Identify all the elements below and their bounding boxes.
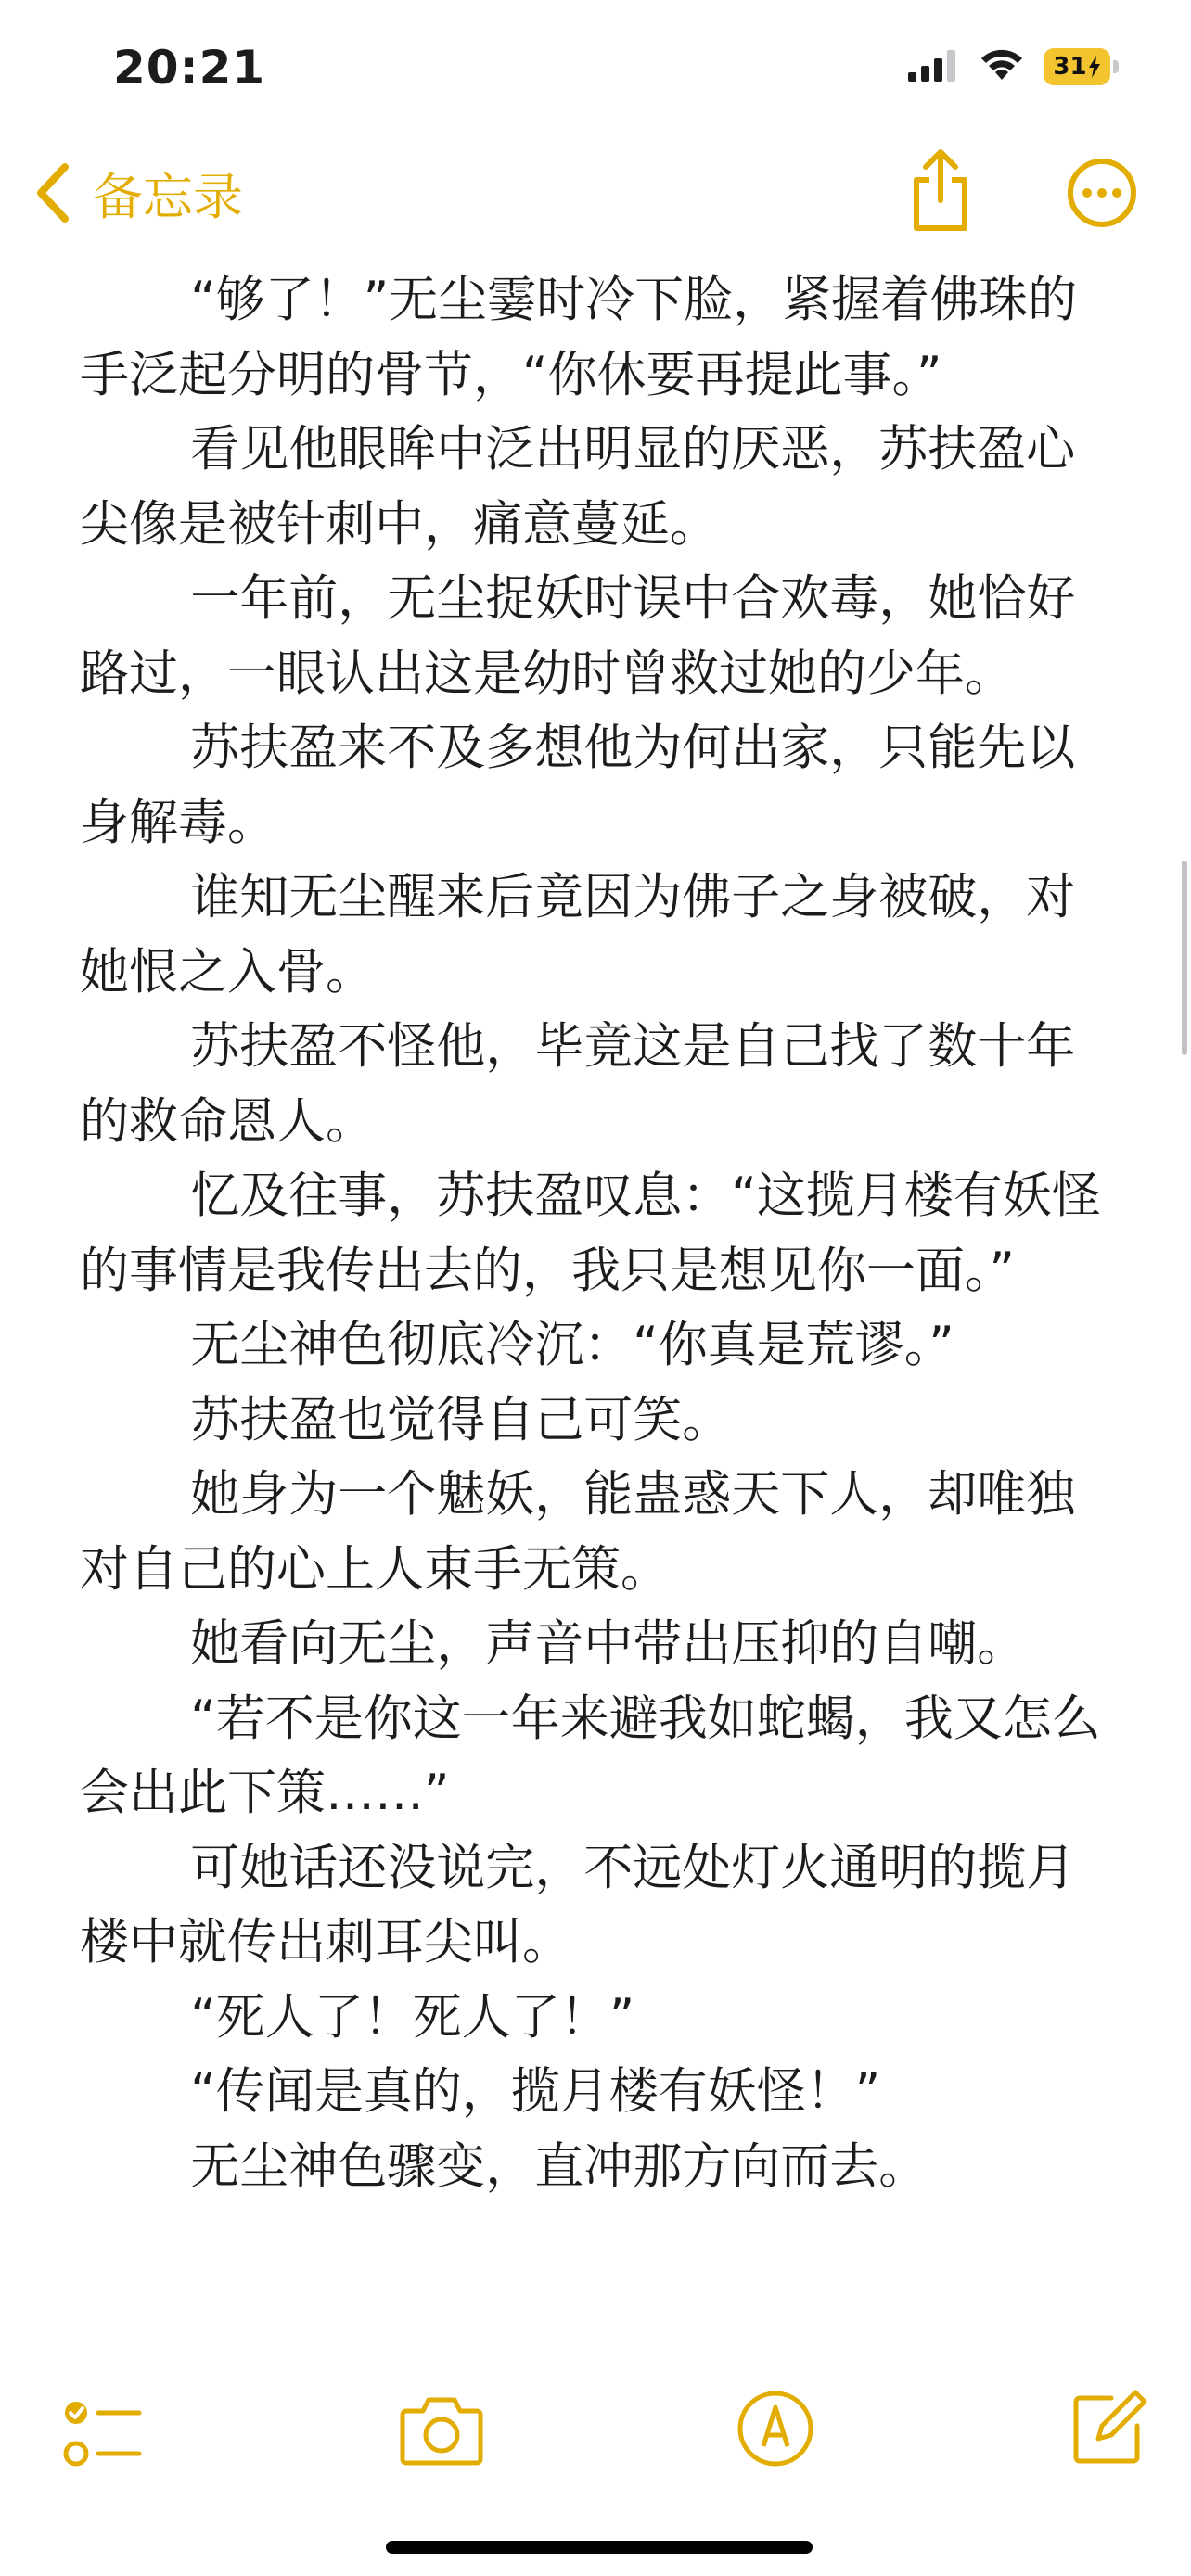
- navigation-bar: [0, 130, 1191, 250]
- camera-icon[interactable]: [399, 2392, 484, 2467]
- back-button[interactable]: [33, 156, 243, 230]
- note-paragraph: 看见他眼眸中泛出明显的厌恶，苏扶盈心尖像是被针刺中，痛意蔓延。: [80, 421, 1076, 553]
- note-paragraph: “传闻是真的，揽月楼有妖怪！”: [190, 2063, 881, 2120]
- battery-cap: [1113, 60, 1119, 73]
- note-paragraph: 她看向无尘，声音中带出压抑的自嘲。: [190, 1615, 1027, 1672]
- battery-indicator: [1044, 48, 1121, 85]
- note-paragraph: 苏扶盈也觉得自己可笑。: [190, 1391, 732, 1448]
- note-paragraph: 无尘神色彻底冷沉：“你真是荒谬。”: [190, 1317, 954, 1373]
- back-button-label: 备忘录: [93, 167, 243, 226]
- scroll-indicator[interactable]: [1182, 861, 1187, 1055]
- note-paragraph: 苏扶盈不怪他，毕竟这是自己找了数十年的救命恩人。: [80, 1018, 1076, 1150]
- charging-bolt-icon: [1088, 56, 1101, 78]
- note-paragraph: “够了！”无尘霎时冷下脸，紧握着佛珠的手泛起分明的骨节，“你休要再提此事。”: [80, 272, 1078, 403]
- checklist-icon[interactable]: [61, 2394, 145, 2474]
- note-paragraph: 谁知无尘醒来后竟因为佛子之身被破，对她恨之入骨。: [80, 869, 1076, 1001]
- battery-percent: 31: [1053, 53, 1087, 81]
- note-paragraph: 她身为一个魅妖，能蛊惑天下人，却唯独对自己的心上人束手无策。: [80, 1466, 1076, 1598]
- wifi-icon: [978, 46, 1026, 82]
- compose-icon[interactable]: [1070, 2387, 1148, 2467]
- note-paragraph: 一年前，无尘捉妖时误中合欢毒，她恰好路过，一眼认出这是幼时曾救过她的少年。: [80, 570, 1076, 702]
- note-paragraph: 无尘神色骤变，直冲那方向而去。: [190, 2137, 928, 2195]
- note-paragraph: 苏扶盈来不及多想他为何出家，只能先以身解毒。: [80, 720, 1076, 851]
- share-icon[interactable]: [907, 148, 974, 234]
- note-paragraph: 可她话还没说完，不远处灯火通明的揽月楼中就传出刺耳尖叫。: [80, 1839, 1076, 1970]
- cellular-signal-icon: [908, 50, 956, 82]
- ellipsis-circle-icon[interactable]: [1067, 158, 1137, 228]
- note-paragraph: “若不是你这一年来避我如蛇蝎，我又怎么会出此下策……”: [80, 1690, 1101, 1821]
- note-paragraph: “死人了！死人了！”: [190, 1988, 635, 2046]
- home-indicator[interactable]: [386, 2541, 813, 2554]
- chevron-left-icon: [33, 163, 72, 223]
- battery-level: [1044, 48, 1110, 85]
- status-bar: [0, 0, 1191, 130]
- status-time: 20:21: [113, 41, 266, 95]
- note-body[interactable]: [80, 263, 1119, 2204]
- pen-tip-icon[interactable]: [736, 2389, 815, 2468]
- note-paragraph: 忆及往事，苏扶盈叹息：“这揽月楼有妖怪的事情是我传出去的，我只是想见你一面。”: [80, 1167, 1101, 1299]
